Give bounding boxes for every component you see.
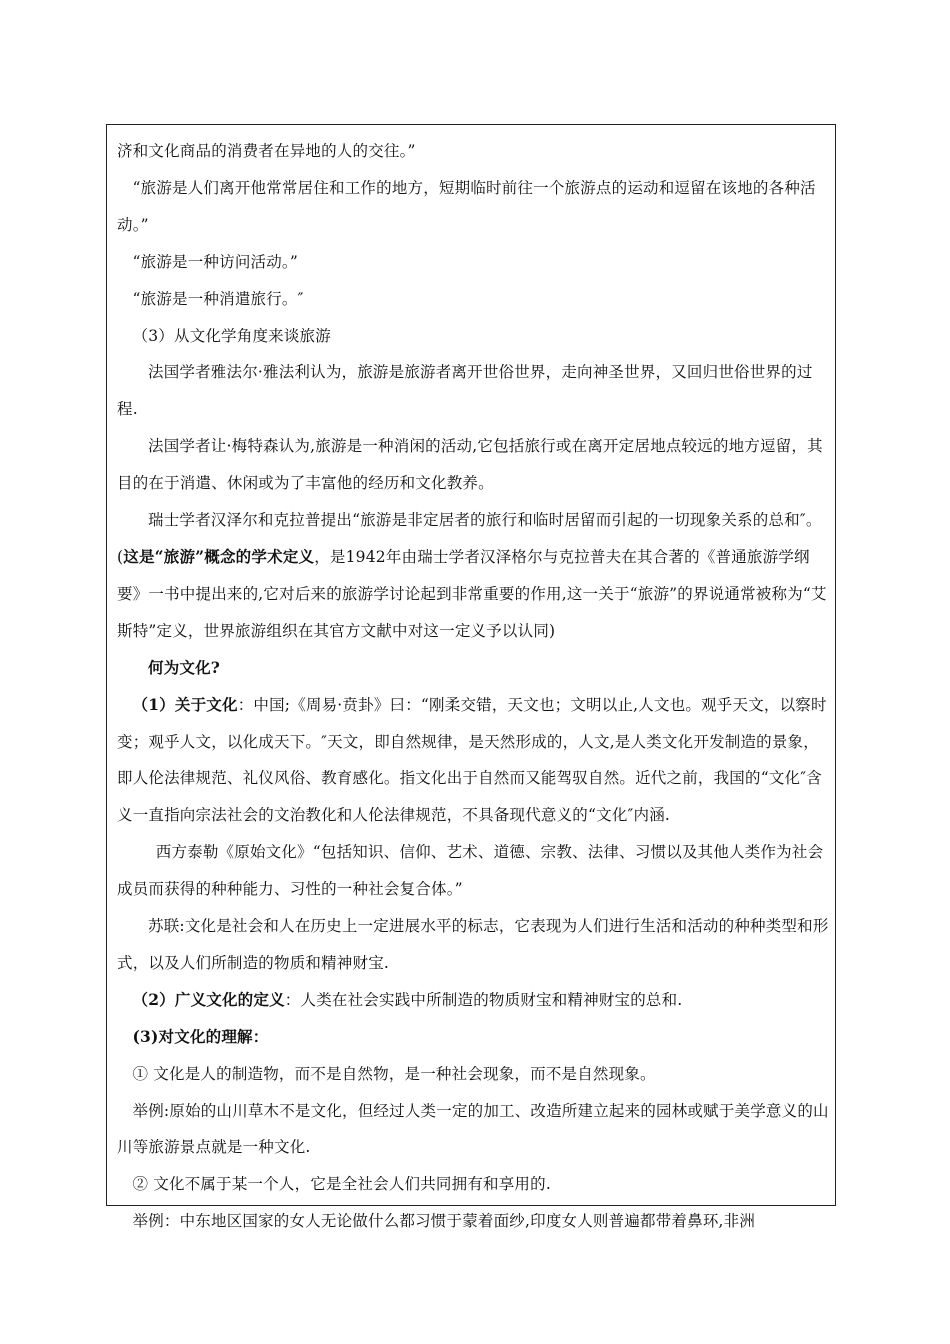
paragraph-meitesen: 法国学者让·梅特森认为,旅游是一种消闲的活动,它包括旅行或在离开定居地点较远的地方逗留，其目的在于消遣、休闲或为了丰富他的经历和文化教养。 [117, 437, 823, 493]
paragraph-about-culture [117, 687, 829, 835]
text-span: 瑞士学者汉泽尔和克拉普提出“旅游是非定居者的旅行和临时居留而引起的一切现象关系的总和″。( [117, 511, 822, 566]
paragraph-broad-definition [117, 982, 829, 1019]
text-span: ：中国;《周易·贲卦》曰：“刚柔交错，天文也；文明以止,人文也。观乎天文，以察时变；观乎人文，以化成天下。″天文，即自然规律，是天然形成的，人文,是人类文化开发制造的景象，即人伦法律规范、礼仪风俗、教育感化。指文化出于自然而又能驾驭自然。近代之前，我国的“文化″含义一直指向宗法社会的文治教化和人伦法律规范，不具备现代意义的“文化″内涵. [117, 695, 827, 825]
document-table-frame [106, 124, 836, 1231]
paragraph-soviet: 苏联:文化是社会和人在历史上一定进展水平的标志，它表现为人们进行生活和活动的种种类型和形式，以及人们所制造的物质和精神财宝. [117, 917, 829, 972]
bold-span-academic-definition: 这是“旅游”概念的学术定义 [123, 546, 315, 566]
bold-label-broad-definition: （2）广义文化的定义 [132, 989, 285, 1009]
bold-heading: (3)对文化的理解： [132, 1026, 269, 1046]
paragraph-definition-2: “旅游是一种访问活动。” [132, 252, 298, 271]
paragraph-definition-1: “旅游是人们离开他常常居住和工作的地方，短期临时前往一个旅游点的运动和逗留在该地的各种活动。” [117, 178, 816, 234]
heading-understanding-culture [117, 1019, 829, 1056]
document-body [117, 133, 829, 1240]
text-span: ，是1942年由瑞士学者汉泽格尔与克拉普夫在其合著的《普通旅游学纲要》一书中提出来的,它对后来的旅游学讨论起到非常重要的作用,这一关于“旅游”的界说通常被称为“艾斯特”定义，世界旅游组织在其官方文献中对这一定义予以认同) [117, 547, 827, 640]
example-2: 举例：中东地区国家的女人无论做什么都习惯于蒙着面纱,印度女人则普遍都带着鼻环,非洲 [132, 1212, 756, 1231]
paragraph-hunziker-krapf [117, 502, 829, 650]
paragraph-continuation: 济和文化商品的消费者在异地的人的交往。” [117, 142, 416, 160]
paragraph-definition-3: “旅游是一种消遣旅行。″ [132, 289, 304, 308]
text-span: ：人类在社会实践中所制造的物质财宝和精神财宝的总和. [284, 990, 683, 1009]
point-2: ② 文化不属于某一个人，它是全社会人们共同拥有和享用的. [132, 1175, 551, 1194]
bold-label-about-culture: （1）关于文化 [132, 694, 238, 714]
paragraph-jafari: 法国学者雅法尔·雅法利认为，旅游是旅游者离开世俗世界，走向神圣世界，又回归世俗世界的过程. [117, 363, 813, 419]
example-1: 举例:原始的山川草木不是文化，但经过人类一定的加工、改造所建立起来的园林或赋于美学意义的山川等旅游景点就是一种文化. [117, 1101, 829, 1157]
heading-what-is-culture [117, 650, 829, 687]
paragraph-tylor: 西方泰勒《原始文化》“包括知识、信仰、艺术、道德、宗教、法律、习惯以及其他人类作为社会成员而获得的种种能力、习性的一种社会复合体。” [117, 843, 824, 899]
subheading-cultural-angle: （3）从文化学角度来谈旅游 [132, 326, 331, 345]
point-1: ① 文化是人的制造物，而不是自然物，是一种社会现象，而不是自然现象。 [132, 1064, 656, 1083]
bold-heading: 何为文化? [148, 657, 221, 677]
